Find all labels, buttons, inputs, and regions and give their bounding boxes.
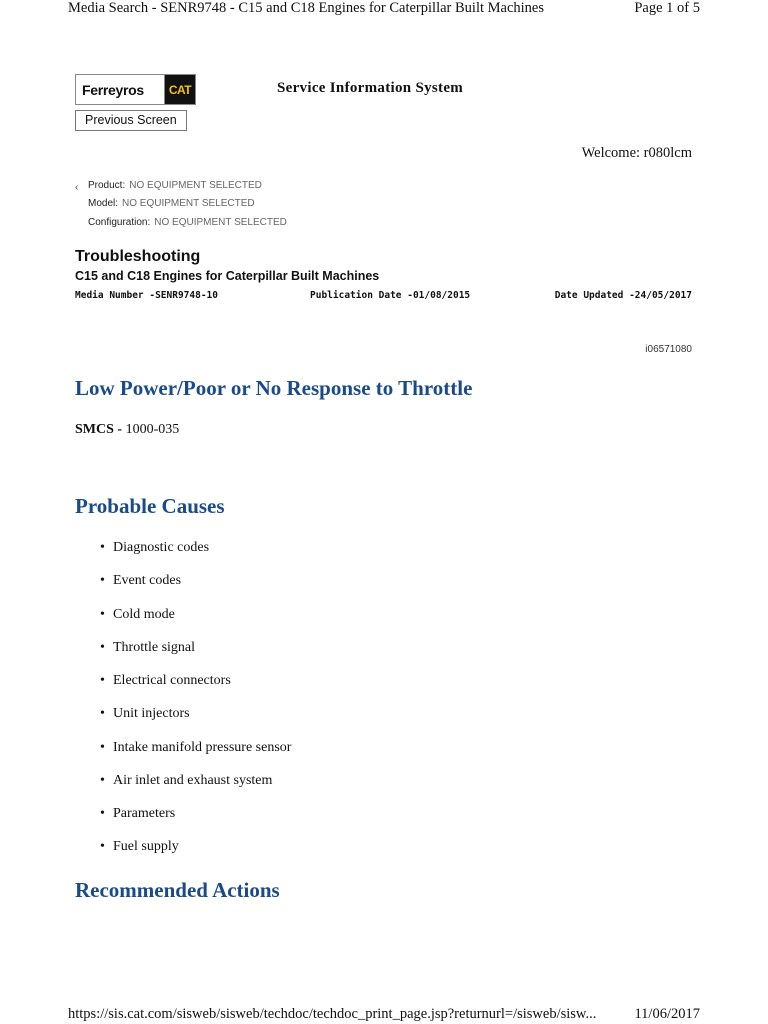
model-row [88,198,255,209]
list-item: • Event codes [100,573,182,588]
print-page-number: Page 1 of 5 [634,0,700,16]
back-arrow-icon[interactable]: ‹ [75,182,79,193]
publication-date: Publication Date -01/08/2015 [310,290,471,301]
list-item: • Air inlet and exhaust system [100,773,273,788]
list-item: • Throttle signal [100,640,196,655]
page-heading: Low Power/Poor or No Response to Throttle [75,376,473,400]
configuration-value: NO EQUIPMENT SELECTED [154,217,287,228]
list-item: • Diagnostic codes [100,540,210,555]
ferreyros-cat-logo [75,74,196,105]
list-item: • Electrical connectors [100,673,231,688]
list-item: • Parameters [100,806,176,821]
print-header-title: Media Search - SENR9748 - C15 and C18 Engines for Caterpillar Built Machines [68,0,544,16]
product-value: NO EQUIPMENT SELECTED [129,180,262,191]
dealer-logo-text: Ferreyros [82,81,144,98]
welcome-message: Welcome: r080lcm [581,145,692,161]
cat-logo: CAT [164,75,195,104]
smcs-code [75,422,179,438]
list-item: • Fuel supply [100,839,179,854]
footer-date: 11/06/2017 [634,1006,700,1022]
list-item: • Intake manifold pressure sensor [100,740,292,755]
date-updated: Date Updated -24/05/2017 [554,290,692,301]
media-number: Media Number -SENR9748-10 [75,290,218,301]
model-value: NO EQUIPMENT SELECTED [122,198,255,209]
configuration-row [88,217,287,228]
list-item: • Cold mode [100,607,175,622]
product-row [88,180,262,191]
recommended-actions-heading: Recommended Actions [75,878,280,902]
list-item: • Unit injectors [100,706,190,721]
smcs-label: SMCS - [75,422,123,437]
system-title: Service Information System [277,80,464,96]
product-label: Product: [88,180,126,191]
footer-url: https://sis.cat.com/sisweb/sisweb/techdoc/techdoc_print_page.jsp?returnurl=/sisweb/sisw... [68,1006,597,1022]
smcs-value: 1000-035 [125,422,180,437]
previous-screen-button[interactable]: Previous Screen [75,110,187,131]
section-title: Troubleshooting [75,248,201,265]
document-subtitle: C15 and C18 Engines for Caterpillar Built Machines [75,269,380,283]
configuration-label: Configuration: [88,217,151,228]
document-id: i06571080 [645,344,692,355]
probable-causes-heading: Probable Causes [75,494,225,518]
model-label: Model: [88,198,119,209]
